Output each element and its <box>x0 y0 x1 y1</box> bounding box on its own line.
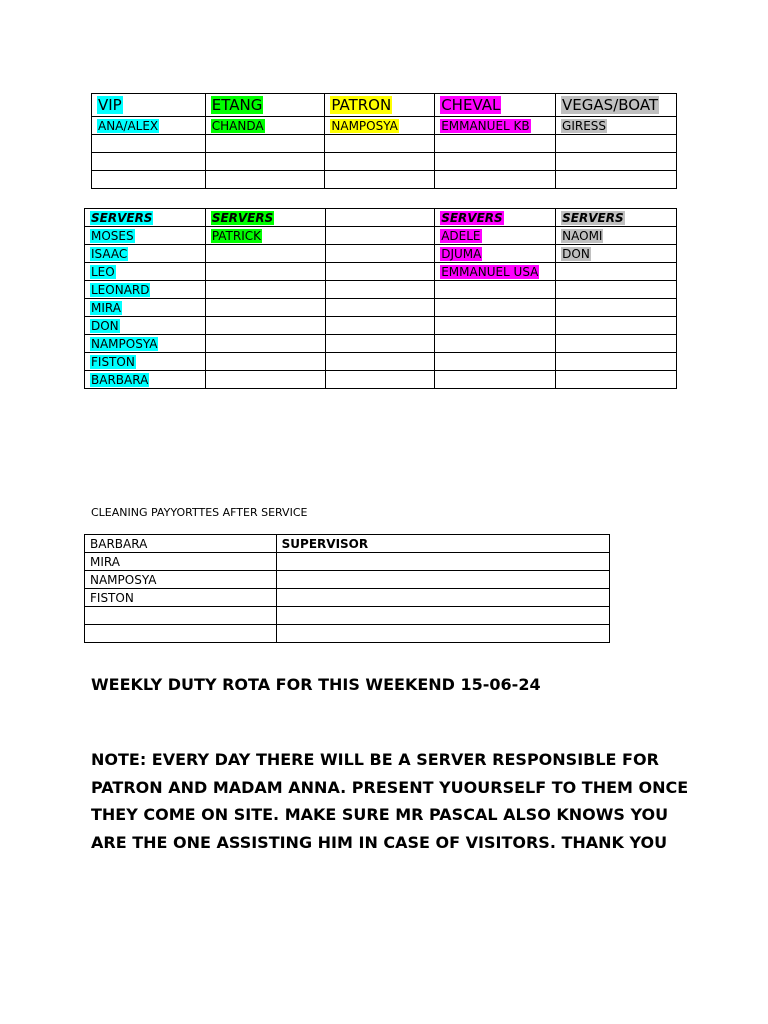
table-row <box>85 553 610 571</box>
empty-row <box>92 135 677 153</box>
table-row <box>85 281 677 299</box>
note-paragraph: NOTE: EVERY DAY THERE WILL BE A SERVER RESPONSIBLE FOR PATRON AND MADAM ANNA. PRESENT YUOURSELF TO THEM ONCE THEY COME ON SITE. MAKE SURE MR PASCAL ALSO KNOWS YOU ARE THE ONE ASSISTING HIM IN CASE OF VISITORS. THANK YOU <box>91 750 689 852</box>
table-row <box>85 335 677 353</box>
server-name: MOSES <box>91 228 134 243</box>
table-row <box>85 317 677 335</box>
server-name: MIRA <box>91 300 121 315</box>
server-name: ADELE <box>441 228 481 243</box>
header-etang: ETANG <box>205 94 325 117</box>
servers-label-vip: SERVERS <box>85 209 206 227</box>
header-row <box>92 94 677 117</box>
empty-row <box>85 625 610 643</box>
servers-table <box>84 208 677 389</box>
server-name: DON <box>91 318 119 333</box>
servers-label-cheval: SERVERS <box>435 209 556 227</box>
server-name: NAMPOSYA <box>91 336 158 351</box>
table-row <box>85 353 677 371</box>
server-name: LEO <box>91 264 115 279</box>
rota-title: WEEKLY DUTY ROTA FOR THIS WEEKEND 15-06-24 <box>91 675 541 694</box>
table-row <box>85 263 677 281</box>
lead-etang: CHANDA <box>205 117 325 135</box>
cleaning-name: BARBARA <box>85 535 277 553</box>
lead-patron: NAMPOSYA <box>325 117 435 135</box>
server-name: NAOMI <box>562 228 603 243</box>
server-name: DJUMA <box>441 246 482 261</box>
servers-label-row <box>85 209 677 227</box>
cleaning-name: FISTON <box>85 589 277 607</box>
header-cheval: CHEVAL <box>435 94 556 117</box>
empty-row <box>85 607 610 625</box>
header-patron: PATRON <box>325 94 435 117</box>
servers-label-vegas: SERVERS <box>556 209 677 227</box>
server-name: BARBARA <box>91 372 149 387</box>
lead-vip: ANA/ALEX <box>92 117 206 135</box>
cleaning-name: MIRA <box>85 553 277 571</box>
supervisor-label: SUPERVISOR <box>276 535 609 553</box>
table-row <box>85 227 677 245</box>
server-name: DON <box>562 246 590 261</box>
server-name: EMMANUEL USA <box>441 264 539 279</box>
table-row <box>85 299 677 317</box>
server-name: FISTON <box>91 354 135 369</box>
table-row <box>85 571 610 589</box>
cleaning-title: CLEANING PAYYORTTES AFTER SERVICE <box>91 506 308 519</box>
table-row <box>85 371 677 389</box>
lead-cheval: EMMANUEL KB <box>435 117 556 135</box>
empty-row <box>92 153 677 171</box>
empty-row <box>92 171 677 189</box>
server-name: ISAAC <box>91 246 128 261</box>
header-vip: VIP <box>92 94 206 117</box>
server-name: PATRICK <box>211 228 262 243</box>
table-row <box>85 589 610 607</box>
server-name: LEONARD <box>91 282 150 297</box>
rota-top-table <box>91 93 677 189</box>
cleaning-table <box>84 534 610 643</box>
header-vegas: VEGAS/BOAT <box>556 94 677 117</box>
lead-vegas: GIRESS <box>556 117 677 135</box>
table-row <box>85 535 610 553</box>
table-row <box>85 245 677 263</box>
cleaning-name: NAMPOSYA <box>85 571 277 589</box>
servers-label-etang: SERVERS <box>205 209 325 227</box>
lead-row <box>92 117 677 135</box>
